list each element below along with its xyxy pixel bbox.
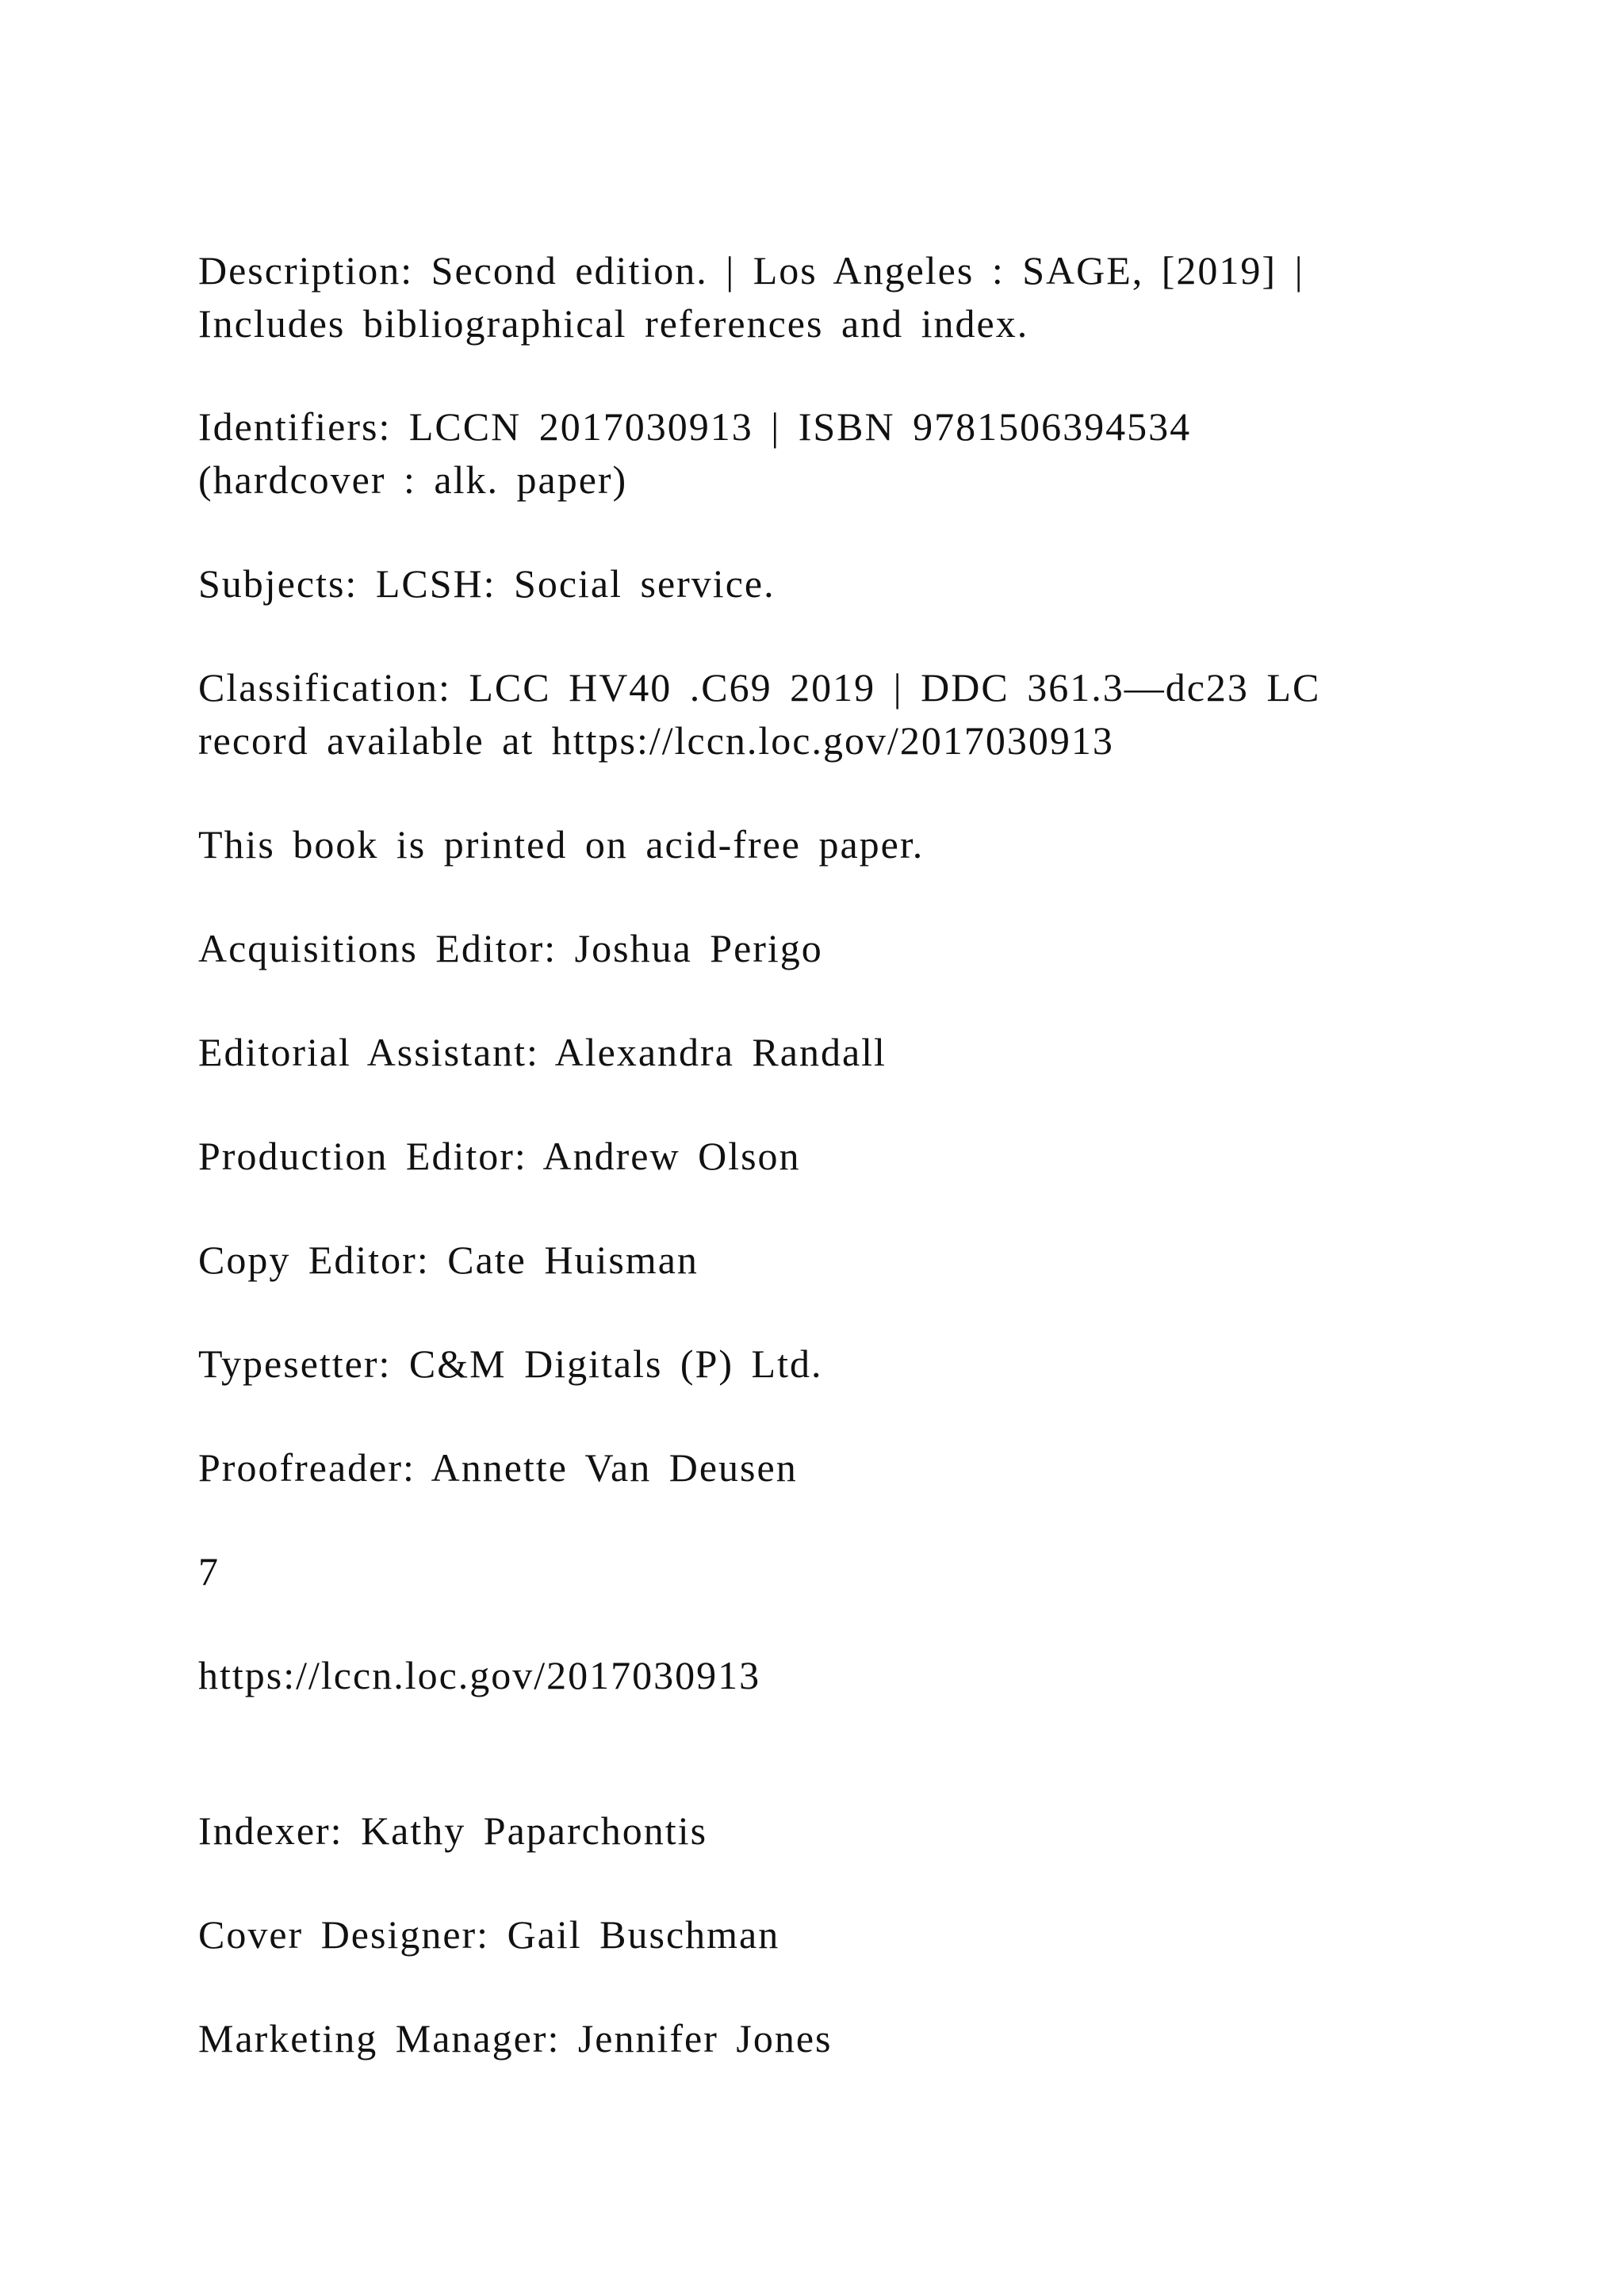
classification-line-2: record available at https://lccn.loc.gov/2017030913 xyxy=(198,718,1114,763)
subjects-line: Subjects: LCSH: Social service. xyxy=(198,561,776,606)
copy-editor-line: Copy Editor: Cate Huisman xyxy=(198,1238,699,1282)
identifiers-line-1: Identifiers: LCCN 2017030913 | ISBN 9781506394534 xyxy=(198,404,1192,449)
acid-free-paper-line: This book is printed on acid-free paper. xyxy=(198,822,925,867)
classification-line-1: Classification: LCC HV40 .C69 2019 | DDC 361.3—dc23 LC xyxy=(198,665,1321,710)
description-line-2: Includes bibliographical references and index. xyxy=(198,301,1029,346)
marketing-manager-line: Marketing Manager: Jennifer Jones xyxy=(198,2016,833,2061)
description-line-1: Description: Second edition. | Los Angeles : SAGE, [2019] | xyxy=(198,248,1304,293)
cover-designer-line: Cover Designer: Gail Buschman xyxy=(198,1912,780,1957)
indexer-line: Indexer: Kathy Paparchontis xyxy=(198,1808,708,1853)
page-number: 7 xyxy=(198,1549,220,1594)
editorial-assistant-line: Editorial Assistant: Alexandra Randall xyxy=(198,1030,887,1074)
lccn-url-line: https://lccn.loc.gov/2017030913 xyxy=(198,1653,761,1697)
identifiers-line-2: (hardcover : alk. paper) xyxy=(198,457,628,502)
acquisitions-editor-line: Acquisitions Editor: Joshua Perigo xyxy=(198,926,823,970)
typesetter-line: Typesetter: C&M Digitals (P) Ltd. xyxy=(198,1341,823,1386)
proofreader-line: Proofreader: Annette Van Deusen xyxy=(198,1445,798,1490)
production-editor-line: Production Editor: Andrew Olson xyxy=(198,1134,801,1178)
